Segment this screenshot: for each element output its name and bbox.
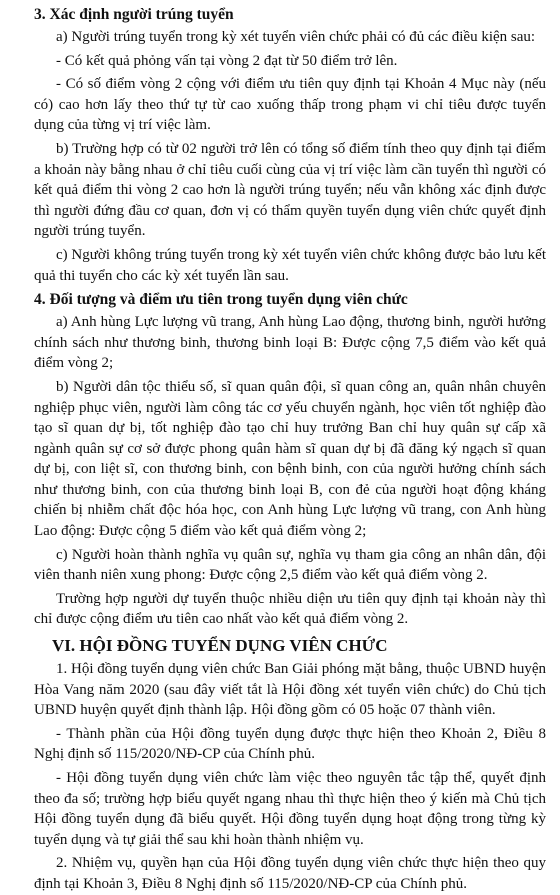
section-heading: 3. Xác định người trúng tuyển — [34, 6, 234, 23]
paragraph: - Có kết quả phỏng vấn tại vòng 2 đạt từ 50 điểm trở lên. — [56, 52, 398, 69]
paragraph: a) Người trúng tuyển trong kỳ xét tuyển viên chức phải có đủ các điều kiện sau: — [56, 29, 536, 45]
paragraph: 1. Hội đồng tuyển dụng viên chức Ban Giải phóng mặt bằng, thuộc UBND huyện Hòa Vang năm 2020 (sau đây viết tắt là Hội đồng xét tuyển viên chức) do Chủ tịch UBND huyện quyết định thành lập. Hội đồng gồm có 05 hoặc 07 thành viên. — [34, 661, 546, 719]
paragraph: Trường hợp người dự tuyển thuộc nhiều diện ưu tiên quy định tại khoản này thì chỉ được cộng điểm ưu tiên cao nhất vào kết quả điểm vòng 2. — [34, 590, 546, 628]
paragraph: - Thành phần của Hội đồng tuyển dụng được thực hiện theo Khoản 2, Điều 8 Nghị định số 115/2020/NĐ-CP của Chính phủ. — [34, 725, 546, 763]
paragraph: - Hội đồng tuyển dụng viên chức làm việc theo nguyên tắc tập thể, quyết định theo đa số; trường hợp biểu quyết ngang nhau thì thực hiện theo ý kiến mà Chủ tịch Hội đồng tuyển dụng đã biểu quyết. Hội đồng tuyển dụng hoạt động trong từng kỳ tuyển dụng và tự giải thể sau khi hoàn thành nhiệm vụ. — [34, 770, 546, 848]
section-doi-tuong-uu-tien — [34, 289, 546, 630]
paragraph: - Có số điểm vòng 2 cộng với điểm ưu tiên quy định tại Khoản 4 Mục này (nếu có) cao hơn lấy theo thứ tự từ cao xuống thấp trong phạm vi chỉ tiêu được tuyển dụng của từng vị trí việc làm. — [34, 76, 546, 134]
section-xac-dinh-trung-tuyen — [34, 4, 546, 286]
section-hoi-dong-tuyen-dung — [34, 633, 546, 895]
paragraph: b) Người dân tộc thiểu số, sĩ quan quân đội, sĩ quan công an, quân nhân chuyên nghiệp phục viên, người làm công tác cơ yếu chuyển ngành, học viên tốt nghiệp đào tạo sĩ quan dự bị, tốt nghiệp đào tạo chỉ huy trưởng Ban chỉ huy quân sự cấp xã ngành quân sự cơ sở được phong quân hàm sĩ quan dự bị đã đăng ký ngạch sĩ quan dự bị, con liệt sĩ, con thương binh, con bệnh binh, con của người hưởng chính sách như thương binh, con của thương binh loại B, con đẻ của người hoạt động kháng chiến bị nhiễm chất độc hóa học, con Anh hùng Lực lượng vũ trang, con Anh hùng Lao động: Được cộng 5 điểm vào kết quả điểm vòng 2; — [34, 378, 546, 540]
paragraph: c) Người hoàn thành nghĩa vụ quân sự, nghĩa vụ tham gia công an nhân dân, đội viên thanh niên xung phong: Được cộng 2,5 điểm vào kết quả điểm vòng 2. — [34, 546, 546, 584]
paragraph: c) Người không trúng tuyển trong kỳ xét tuyển viên chức không được bảo lưu kết quả thi tuyển cho các kỳ xét tuyển lần sau. — [34, 246, 546, 284]
section-heading: 4. Đối tượng và điểm ưu tiên trong tuyển dụng viên chức — [34, 291, 408, 309]
paragraph: a) Anh hùng Lực lượng vũ trang, Anh hùng Lao động, thương binh, người hưởng chính sách như thương binh, thương binh loại B: Được cộng 7,5 điểm vào kết quả điểm vòng 2; — [34, 314, 546, 372]
chapter-heading: VI. HỘI ĐỒNG TUYỂN DỤNG VIÊN CHỨC — [52, 636, 388, 656]
paragraph: b) Trường hợp có từ 02 người trở lên có tổng số điểm tính theo quy định tại điểm a khoản này bằng nhau ở chỉ tiêu cuối cùng của vị trí việc làm cần tuyển thì người có kết quả điểm thi vòng 2 cao hơn là người trúng tuyển; nếu vẫn không xác định được thì người đứng đầu cơ quan, đơn vị có thẩm quyền tuyển dụng viên chức quyết định người trúng tuyển. — [34, 140, 546, 240]
paragraph: 2. Nhiệm vụ, quyền hạn của Hội đồng tuyển dụng viên chức thực hiện theo quy định tại Khoản 3, Điều 8 Nghị định số 115/2020/NĐ-CP của Chính phủ. — [34, 855, 546, 892]
